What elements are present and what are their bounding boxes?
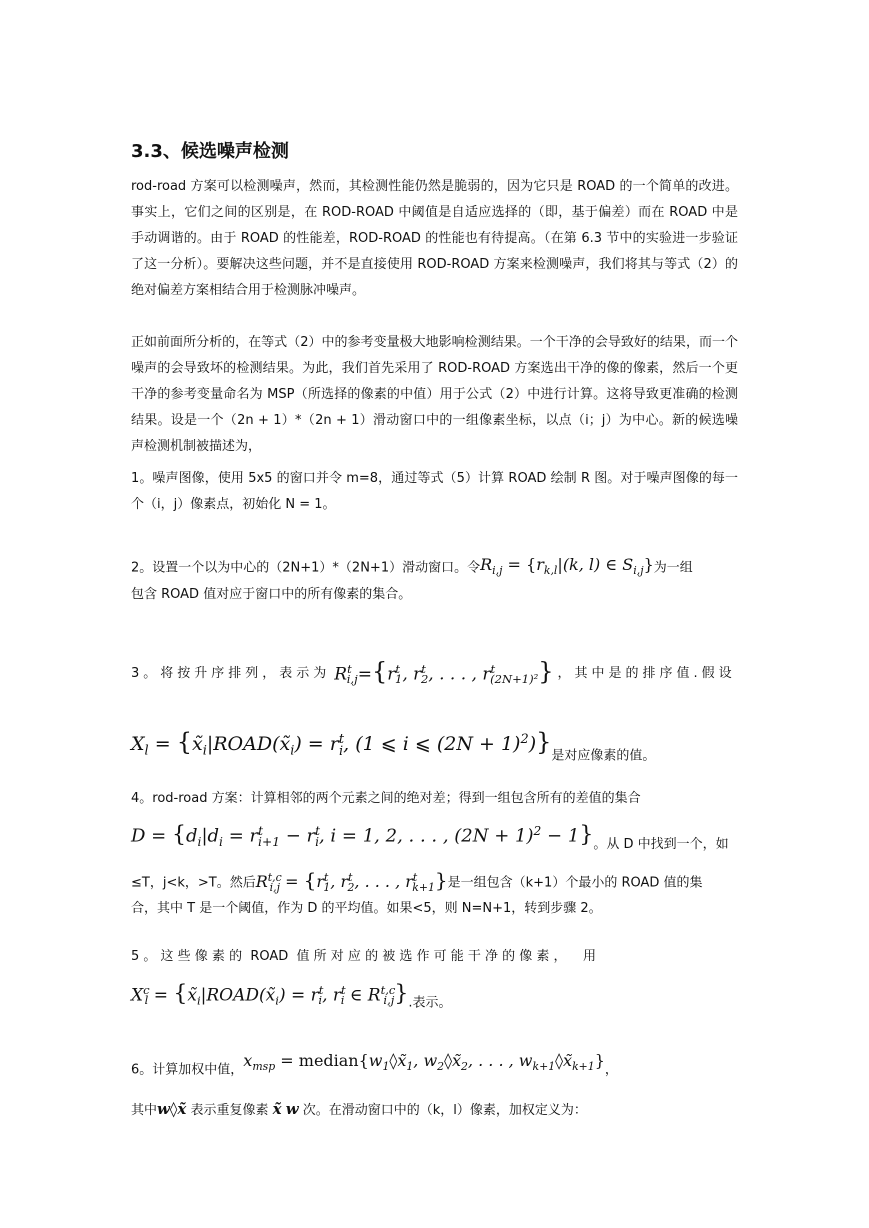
step-2: [131, 548, 738, 608]
step-3-formula: $R^t_{i,j}=\{r^t_1$, $r^t_2$, . . . , $r^t_{(2N+1)^2}$}: [334, 657, 554, 687]
paragraph-2: 正如前面所分析的，在等式（2）中的参考变量极大地影响检测结果。一个干净的会导致好的结果，而一个噪声的会导致坏的检测结果。为此，我们首先采用了 ROD-ROAD 方案选出干净的像的像素，然后一个更干净的参考变量命名为 MSP（所选择的像素的中值）用于公式（2）中进行计算。这将导致更准确的检测结果。设是一个（2n + 1）*（2n + 1）滑动窗口中的一组像素坐标，以点（i；j）为中心。新的候选噪声检测机制被描述为，: [131, 335, 738, 454]
final-formula-1: w◊x̃: [157, 1100, 187, 1118]
step-3-text-end: ，其中是的排序值.假设: [557, 666, 736, 681]
step-4-text-end: 。从 D 中找到一个，如: [593, 837, 729, 852]
paragraph-1: rod-road 方案可以检测噪声，然而，其检测性能仍然是脆弱的，因为它只是 ROAD 的一个简单的改进。事实上，它们之间的区别是，在 ROD-ROAD 中阈值是自适应选择的（即，基于偏差）而在 ROAD 中是手动调谐的。由于 ROAD 的性能差，ROD-ROAD 的性能也有待提高。（在第 6.3 节中的实验进一步验证了这一分析）。要解决这些问题，并不是直接使用 ROD-ROAD 方案来检测噪声，我们将其与等式（2）的绝对偏差方案相结合用于检测脉冲噪声。: [131, 179, 738, 298]
step-6-text-end: ，: [604, 1062, 618, 1078]
step-5-formula: $X^c_l$ = {$x̃_i|ROAD(x̃_i) = r^t_i$, $r^t_i$ ∈ R$^{t,c}_{i,j}$}: [131, 981, 409, 1008]
step-1: 1。噪声图像，使用 5x5 的窗口并令 m=8，通过等式（5）计算 ROAD 绘制 R 图。对于噪声图像的每一个（i，j）像素点，初始化 N = 1。: [131, 471, 738, 512]
step-4-line-3-text-end: 是一组包含（k+1）个最小的 ROAD 值的集: [447, 875, 703, 891]
step-4: [131, 786, 738, 922]
step-6: [131, 1041, 738, 1081]
final-text-3: 次。在滑动窗口中的（k，l）像素，加权定义为：: [302, 1103, 587, 1118]
step-4-line-1: 4。rod-road 方案：计算相邻的两个元素之间的绝对差；得到一组包含所有的差值的集合: [131, 791, 641, 806]
step-3-text-tail: 是对应像素的值。: [551, 748, 656, 764]
final-formula-2: x̃: [272, 1100, 282, 1118]
step-5-text-end: .表示。: [408, 995, 452, 1011]
step-3-text: 3。将按升序排列，表示为: [131, 666, 331, 681]
step-4-line-4: 合，其中 T 是一个阈值，作为 D 的平均值。如果<5，则 N=N+1，转到步骤 2。: [131, 901, 602, 916]
final-text-1: 其中: [131, 1103, 158, 1118]
step-3: [131, 645, 738, 763]
step-6-formula: $x_{msp}$ = $median\{w_1◊x̃_1$, $w_2◊x̃_2$, . . . , $w_{k+1}◊x̃_{k+1}$}: [243, 1051, 605, 1073]
step-4-formula: $D = \{d_i|d_i = r^t_{i+1} - r^t_i$, i = 1, 2, . . . , $(2N + 1)^2 - 1$}: [131, 822, 594, 849]
step-2-text: 2。设置一个以为中心的（2N+1）*（2N+1）滑动窗口。令: [131, 560, 481, 576]
step-2-text-end: 为一组: [653, 560, 693, 576]
final-formula-3: w: [285, 1100, 299, 1118]
section-heading: 3.3、候选噪声检测: [131, 141, 289, 162]
step-4-line-3-text: ≤T，j<k，>T。然后: [131, 875, 256, 891]
step-4-formula-2: $R^{t,c}_{i,j} = \{r^t_1$, $r^t_2$, . . . , $r^t_{k+1}$}: [255, 867, 448, 894]
step-2-formula: $R_{i,j} = \{r_{k,l}|(k$, l) ∈ $S_{i,j}$}: [480, 555, 654, 577]
step-2-line-2: 包含 ROAD 值对应于窗口中的所有像素的集合。: [131, 587, 412, 602]
step-5: [131, 944, 738, 1010]
step-3-formula-2: $X_l$ = {$x̃_i|ROAD(x̃_i) = r^t_i$, (1 ⩽ i ⩽ $(2N + 1)^2$)}: [131, 728, 552, 759]
final-line: [131, 1096, 738, 1124]
step-6-text: 6。计算加权中值，: [131, 1062, 244, 1078]
step-5-line-1: 5 。 这 些 像 素 的 ROAD 值 所 对 应 的 被 选 作 可 能 干 净 的 像 素 ， 用: [131, 949, 597, 964]
final-text-2: 表示重复像素: [190, 1103, 269, 1118]
